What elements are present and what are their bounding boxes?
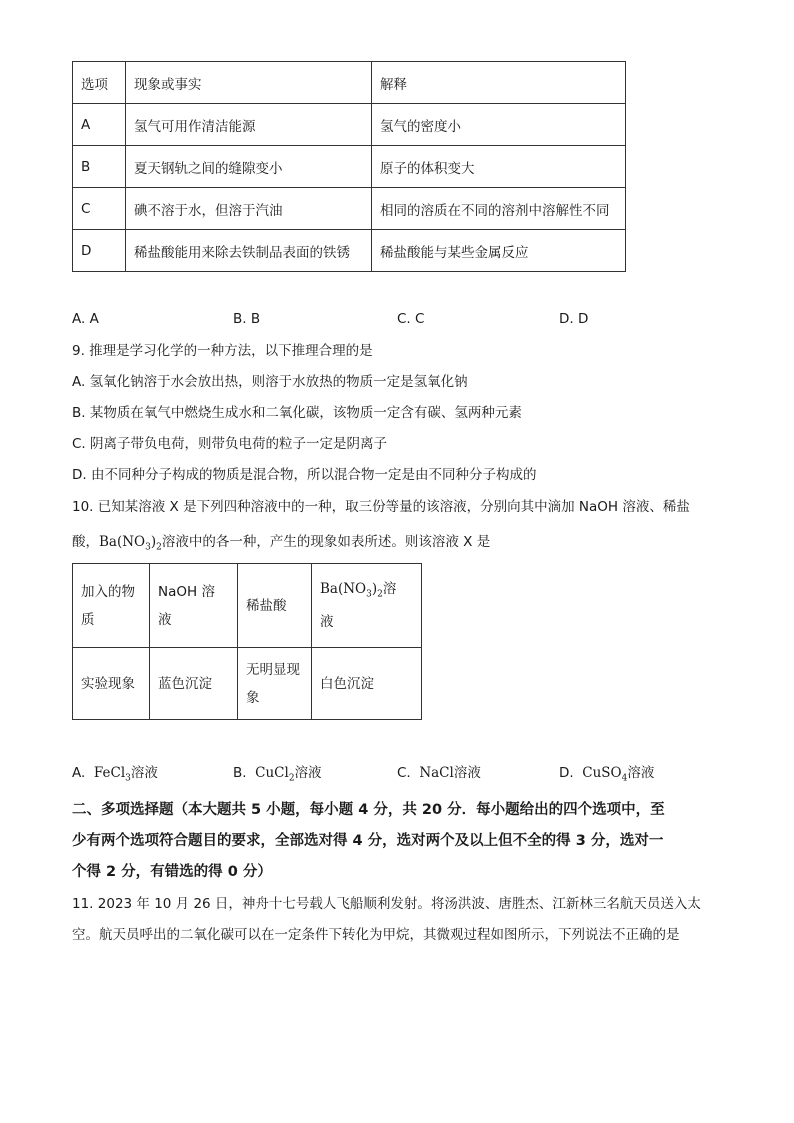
answer-table xyxy=(72,61,626,272)
q8-option-c: C. C xyxy=(397,311,425,327)
header-cell: 选项 xyxy=(73,62,126,104)
table-cell: 无明显现 象 xyxy=(238,648,312,720)
table-cell: D xyxy=(73,230,126,272)
table-row xyxy=(73,146,626,188)
section-heading-line3: 个得 2 分，有错选的得 0 分） xyxy=(72,864,272,880)
section-heading-line2: 少有两个选项符合题目的要求，全部选对得 4 分，选对两个及以上但不全的得 3 分，选对一 xyxy=(72,833,664,849)
table-cell: 氢气的密度小 xyxy=(372,104,626,146)
table-row xyxy=(73,104,626,146)
table-header-row xyxy=(73,564,422,648)
q8-option-b: B. B xyxy=(233,311,261,327)
table-row xyxy=(73,648,422,720)
header-cell: 解释 xyxy=(372,62,626,104)
table-row xyxy=(73,230,626,272)
table-cell: 稀盐酸能与某些金属反应 xyxy=(372,230,626,272)
q10-stem-line1: 10. 已知某溶液 X 是下列四种溶液中的一种，取三份等量的该溶液，分别向其中滴加 NaOH 溶液、稀盐 xyxy=(72,499,690,515)
table-cell: 实验现象 xyxy=(73,648,150,720)
q10-option-b: B. CuCl$_2$溶液 xyxy=(233,765,322,784)
q9-stem: 9. 推理是学习化学的一种方法，以下推理合理的是 xyxy=(72,343,373,359)
q8-option-d: D. D xyxy=(559,311,589,327)
header-cell: $Ba(NO_3)_2$溶 液 xyxy=(312,564,422,648)
q9-option-a: A. 氢氧化钠溶于水会放出热，则溶于水放热的物质一定是氢氧化钠 xyxy=(72,374,468,390)
table-cell: 夏天钢轨之间的缝隙变小 xyxy=(126,146,372,188)
q9-option-d: D. 由不同种分子构成的物质是混合物，所以混合物一定是由不同种分子构成的 xyxy=(72,467,537,483)
table-header-row xyxy=(73,62,626,104)
table-cell: C xyxy=(73,188,126,230)
q10-option-c: C. NaCl溶液 xyxy=(397,765,481,781)
header-cell: 稀盐酸 xyxy=(238,564,312,648)
barium-nitrate-formula: $Ba(NO_3)_2$ xyxy=(99,534,162,553)
table-cell: 蓝色沉淀 xyxy=(150,648,238,720)
q9-option-c: C. 阴离子带负电荷，则带负电荷的粒子一定是阴离子 xyxy=(72,436,388,452)
table-cell: 氢气可用作清洁能源 xyxy=(126,104,372,146)
table-cell: A xyxy=(73,104,126,146)
section-heading-line1: 二、多项选择题（本大题共 5 小题，每小题 4 分，共 20 分．每小题给出的四个选项中，至 xyxy=(72,802,665,818)
table-cell: 相同的溶质在不同的溶剂中溶解性不同 xyxy=(372,188,626,230)
q8-option-a: A. A xyxy=(72,311,99,327)
table-cell: 碘不溶于水，但溶于汽油 xyxy=(126,188,372,230)
q10-option-d: D. CuSO$_4$溶液 xyxy=(559,765,655,784)
q11-stem-line1: 11. 2023 年 10 月 26 日，神舟十七号载人飞船顺利发射。将汤洪波、唐胜杰、江新林三名航天员送入太 xyxy=(72,896,701,912)
table-cell: 白色沉淀 xyxy=(312,648,422,720)
q9-option-b: B. 某物质在氧气中燃烧生成水和二氧化碳，该物质一定含有碳、氢两种元素 xyxy=(72,405,522,421)
header-cell: NaOH 溶 液 xyxy=(150,564,238,648)
header-cell: 现象或事实 xyxy=(126,62,372,104)
table-cell: 稀盐酸能用来除去铁制品表面的铁锈 xyxy=(126,230,372,272)
header-cell: 加入的物 质 xyxy=(73,564,150,648)
experiment-table xyxy=(72,563,422,720)
q10-option-a: A. FeCl$_3$溶液 xyxy=(72,765,158,784)
q10-stem-line2: 酸，$Ba(NO_3)_2$溶液中的各一种，产生的现象如表所述。则该溶液 X 是 xyxy=(72,534,491,553)
table-row xyxy=(73,188,626,230)
q11-stem-line2: 空。航天员呼出的二氧化碳可以在一定条件下转化为甲烷，其微观过程如图所示，下列说法不正确的是 xyxy=(72,927,680,943)
table-cell: B xyxy=(73,146,126,188)
table-cell: 原子的体积变大 xyxy=(372,146,626,188)
